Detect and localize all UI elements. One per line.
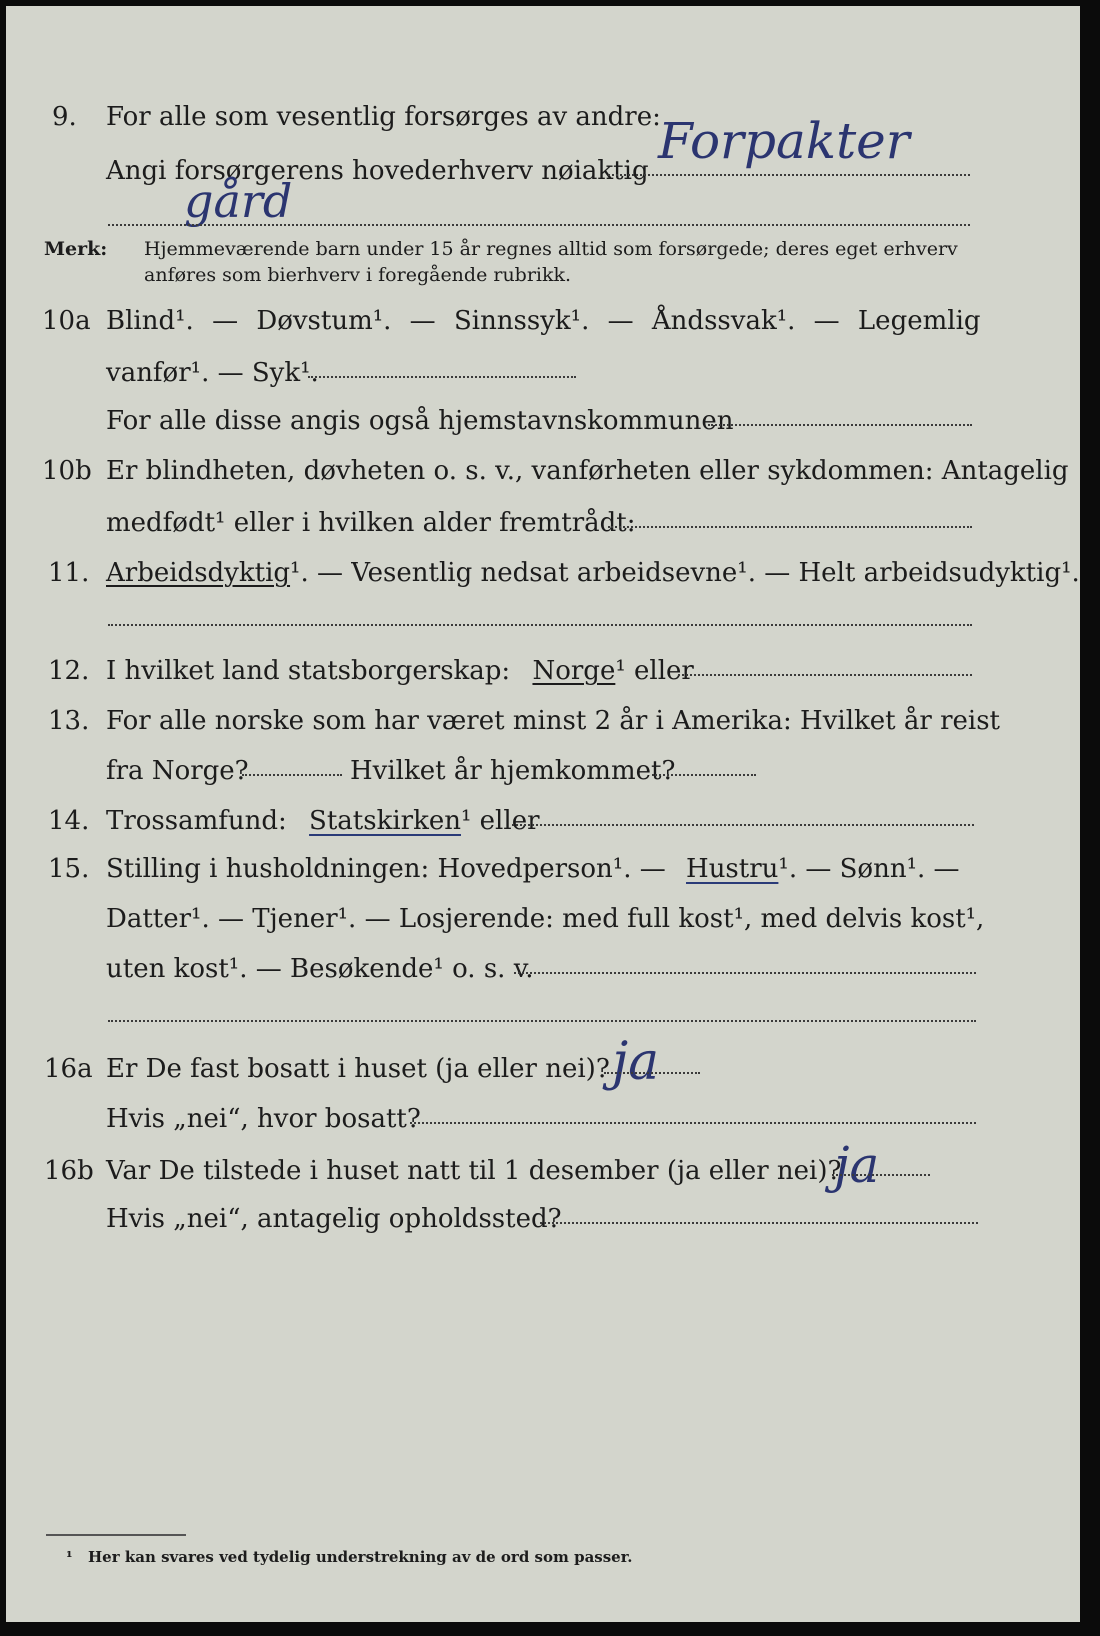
q10a-home-municipality-line [708,424,972,426]
q16a-number: 16a [44,1054,93,1084]
q14-answer-line [512,824,974,826]
q16a-answer-line [604,1072,700,1074]
q11-number: 11. [48,558,90,588]
q15-option-selected: Hustru [686,854,779,884]
q14-number: 14. [48,806,90,836]
merk-line2: anføres som bierhverv i foregående rubrikk. [144,264,572,286]
q16b-answer: ja [834,1136,880,1194]
q12-number: 12. [48,656,90,686]
q13-number: 13. [48,706,90,736]
q12-text: I hvilket land statsborgerskap: Norge¹ eller [106,656,694,686]
q16b-answer-line [832,1174,930,1176]
q13-line2b: Hvilket år hjemkommet? [350,756,676,786]
q14-text: Trossamfund: Statskirken¹ eller [106,806,540,836]
q15-number: 15. [48,854,90,884]
q16b-whereabouts-line [540,1222,978,1224]
q11-answer-line [108,624,972,626]
q12-option-selected: Norge [532,656,616,686]
q12-answer-line [678,674,972,676]
q13-year-returned-line [652,774,756,776]
q9-line2: Angi forsørgerens hovederhverv nøiaktig [106,156,649,186]
q9-line1: For alle som vesentlig forsørges av andre: [106,102,661,132]
q10b-number: 10b [42,456,92,486]
merk-line1: Hjemmeværende barn under 15 år regnes alltid som forsørgede; deres eget erhverv [144,238,958,260]
q10a-number: 10a [42,306,91,336]
q15-line2: Datter¹. — Tjener¹. — Losjerende: med full kost¹, med delvis kost¹, [106,904,985,934]
q9-answer-line-2 [108,224,970,226]
q16a-answer: ja [612,1032,660,1092]
merk-label: Merk: [44,238,108,260]
q10b-line2: medfødt¹ eller i hvilken alder fremtrådt: [106,508,636,538]
q13-line2a: fra Norge? [106,756,249,786]
q10a-line2: vanfør¹. — Syk¹. [106,358,319,388]
q10b-line1: Er blindheten, døvheten o. s. v., vanførheten eller sykdommen: Antagelig [106,456,1069,486]
q16b-line2: Hvis „nei“, antagelig opholdssted? [106,1204,562,1234]
footnote-rule [46,1534,186,1536]
q10b-answer-line [608,526,972,528]
q16b-number: 16b [44,1156,94,1186]
q9-answer-workplace: gård [184,174,293,228]
q9-answer-line-1 [608,174,970,176]
q10a-answer-line [308,376,576,378]
q15-answer-line-1 [514,972,976,974]
q11-option-selected: Arbeidsdyktig [106,558,291,588]
q13-year-left-line [242,774,342,776]
q16a-residence-line [410,1122,976,1124]
q16a-line1: Er De fast bosatt i huset (ja eller nei)? [106,1054,610,1084]
q16b-line1: Var De tilstede i huset natt til 1 desember (ja eller nei)? [106,1156,842,1186]
q9-answer-occupation: Forpakter [658,112,910,170]
q15-answer-line-2 [108,1020,976,1022]
q10a-line3: For alle disse angis også hjemstavnskommunen [106,406,734,436]
q9-number: 9. [52,102,77,132]
q11-options [106,558,1080,588]
q14-option-selected: Statskirken [309,806,461,836]
footnote-mark: ¹ [66,1548,73,1566]
footnote-text: Her kan svares ved tydelig understrekning av de ord som passer. [88,1548,633,1566]
q15-line3: uten kost¹. — Besøkende¹ o. s. v. [106,954,534,984]
q11-options-rest: ¹. — Vesentlig nedsat arbeidsevne¹. — Helt arbeidsudyktig¹. [290,558,1080,588]
q15-line1: Stilling i husholdningen: Hovedperson¹. — Hustru¹. — Sønn¹. — [106,854,960,884]
q13-line1: For alle norske som har været minst 2 år i Amerika: Hvilket år reist [106,706,1000,736]
q10a-line1: Blind¹. — Døvstum¹. — Sinnssyk¹. — Åndssvak¹. — Legemlig [106,306,981,336]
census-form-page [6,6,1080,1622]
q16a-line2: Hvis „nei“, hvor bosatt? [106,1104,421,1134]
